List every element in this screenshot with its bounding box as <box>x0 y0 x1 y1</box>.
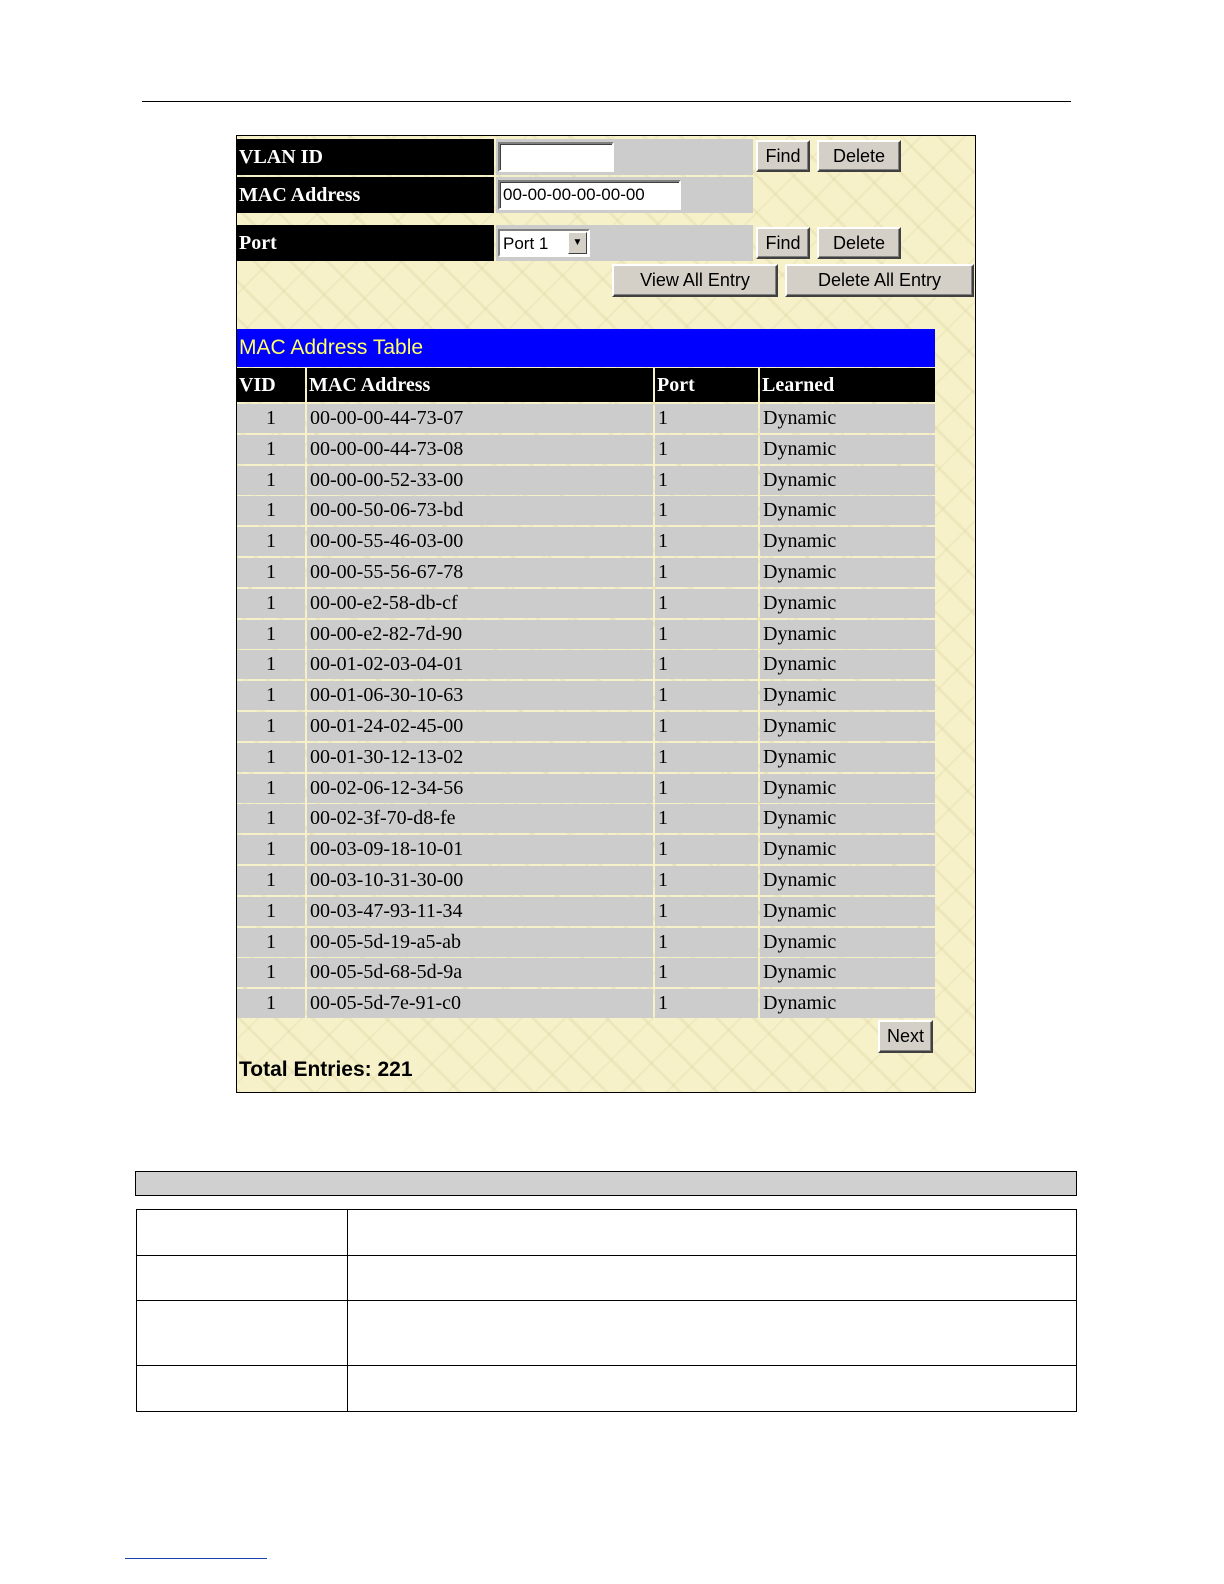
table-row <box>137 1256 1077 1301</box>
table-row <box>237 650 935 679</box>
cell-learned: Dynamic <box>760 743 935 772</box>
cell-vid: 1 <box>237 835 305 864</box>
cell-vid: 1 <box>237 712 305 741</box>
cell-learned: Dynamic <box>760 496 935 525</box>
cell-mac-address: 00-00-55-56-67-78 <box>307 558 653 587</box>
cell-port: 1 <box>655 866 758 895</box>
cell-port: 1 <box>655 897 758 926</box>
cell-port: 1 <box>655 650 758 679</box>
cell-learned: Dynamic <box>760 620 935 649</box>
cell-port: 1 <box>655 404 758 433</box>
table-row <box>237 466 935 495</box>
cell-vid: 1 <box>237 743 305 772</box>
cell-port: 1 <box>655 496 758 525</box>
table-row <box>237 743 935 772</box>
cell-learned: Dynamic <box>760 989 935 1018</box>
table-row <box>237 774 935 803</box>
cell-mac-address: 00-01-30-12-13-02 <box>307 743 653 772</box>
cell-learned: Dynamic <box>760 804 935 833</box>
table-row <box>237 527 935 556</box>
cell-port: 1 <box>655 435 758 464</box>
cell-vid: 1 <box>237 558 305 587</box>
cell-port: 1 <box>655 527 758 556</box>
page-header-rule <box>142 101 1071 102</box>
cell-learned: Dynamic <box>760 527 935 556</box>
cell-learned: Dynamic <box>760 866 935 895</box>
mac-address-table-title: MAC Address Table <box>237 329 935 367</box>
table-row <box>137 1210 1077 1256</box>
mac-address-panel <box>236 135 976 1093</box>
table-row <box>237 496 935 525</box>
cell-vid: 1 <box>237 681 305 710</box>
cell-mac-address: 00-03-10-31-30-00 <box>307 866 653 895</box>
table-row <box>237 435 935 464</box>
cell-learned: Dynamic <box>760 404 935 433</box>
cell-learned: Dynamic <box>760 589 935 618</box>
table-row <box>137 1301 1077 1366</box>
delete-port-button[interactable]: Delete <box>817 227 901 259</box>
cell-port: 1 <box>655 558 758 587</box>
cell-vid: 1 <box>237 866 305 895</box>
cell-learned: Dynamic <box>760 681 935 710</box>
cell-port: 1 <box>655 989 758 1018</box>
cell-vid: 1 <box>237 958 305 987</box>
column-header-port: Port <box>655 368 758 402</box>
cell-mac-address: 00-03-47-93-11-34 <box>307 897 653 926</box>
vlan-id-input[interactable] <box>498 142 614 172</box>
delete-all-entry-button[interactable]: Delete All Entry <box>785 264 974 297</box>
cell-port: 1 <box>655 681 758 710</box>
cell-mac-address: 00-05-5d-7e-91-c0 <box>307 989 653 1018</box>
cell-vid: 1 <box>237 804 305 833</box>
cell-vid: 1 <box>237 589 305 618</box>
cell-mac-address: 00-00-50-06-73-bd <box>307 496 653 525</box>
cell-learned: Dynamic <box>760 897 935 926</box>
view-all-entry-button[interactable]: View All Entry <box>612 264 778 297</box>
cell-port: 1 <box>655 774 758 803</box>
next-page-button[interactable]: Next <box>878 1020 933 1053</box>
cell-vid: 1 <box>237 989 305 1018</box>
table-row <box>237 928 935 957</box>
cell-port: 1 <box>655 835 758 864</box>
cell-vid: 1 <box>237 404 305 433</box>
table-row <box>237 989 935 1018</box>
cell-mac-address: 00-00-e2-58-db-cf <box>307 589 653 618</box>
cell-learned: Dynamic <box>760 958 935 987</box>
table-row <box>237 620 935 649</box>
cell-vid: 1 <box>237 496 305 525</box>
cell-mac-address: 00-02-3f-70-d8-fe <box>307 804 653 833</box>
cell-mac-address: 00-00-e2-82-7d-90 <box>307 620 653 649</box>
vlan-id-label: VLAN ID <box>237 139 494 175</box>
cell-mac-address: 00-00-00-44-73-07 <box>307 404 653 433</box>
cell-port: 1 <box>655 589 758 618</box>
table-row <box>237 589 935 618</box>
chevron-down-icon[interactable]: ▼ <box>568 232 587 254</box>
cell-learned: Dynamic <box>760 835 935 864</box>
cell-learned: Dynamic <box>760 712 935 741</box>
mac-address-input[interactable] <box>498 180 681 210</box>
cell-mac-address: 00-01-24-02-45-00 <box>307 712 653 741</box>
cell-learned: Dynamic <box>760 435 935 464</box>
cell-port: 1 <box>655 958 758 987</box>
find-port-button[interactable]: Find <box>756 227 810 259</box>
cell-vid: 1 <box>237 527 305 556</box>
cell-port: 1 <box>655 928 758 957</box>
total-entries: Total Entries: 221 <box>239 1058 413 1081</box>
cell-mac-address: 00-00-00-44-73-08 <box>307 435 653 464</box>
port-select[interactable] <box>498 229 590 257</box>
cell-vid: 1 <box>237 435 305 464</box>
cell-learned: Dynamic <box>760 650 935 679</box>
cell-port: 1 <box>655 712 758 741</box>
column-header-vid: VID <box>237 368 305 402</box>
cell-mac-address: 00-00-55-46-03-00 <box>307 527 653 556</box>
cell-port: 1 <box>655 804 758 833</box>
cell-mac-address: 00-01-06-30-10-63 <box>307 681 653 710</box>
table-row <box>237 712 935 741</box>
table-row <box>237 835 935 864</box>
table-row <box>237 958 935 987</box>
table-row <box>137 1366 1077 1412</box>
cell-vid: 1 <box>237 928 305 957</box>
port-select-value: Port 1 <box>503 234 549 253</box>
cell-learned: Dynamic <box>760 466 935 495</box>
table-row <box>237 558 935 587</box>
mac-address-table-body <box>237 404 935 1024</box>
mac-address-label: MAC Address <box>237 177 494 213</box>
cell-learned: Dynamic <box>760 558 935 587</box>
cell-learned: Dynamic <box>760 928 935 957</box>
footer-link-rule <box>125 1558 267 1559</box>
column-header-mac-address: MAC Address <box>307 368 653 402</box>
column-header-learned: Learned <box>760 368 935 402</box>
parameter-description-table <box>136 1209 1077 1412</box>
table-row <box>237 404 935 433</box>
find-vlan-mac-button[interactable]: Find <box>756 140 810 172</box>
parameter-table-header <box>135 1171 1077 1196</box>
table-row <box>237 804 935 833</box>
cell-mac-address: 00-00-00-52-33-00 <box>307 466 653 495</box>
cell-mac-address: 00-02-06-12-34-56 <box>307 774 653 803</box>
table-row <box>237 866 935 895</box>
cell-vid: 1 <box>237 774 305 803</box>
cell-vid: 1 <box>237 466 305 495</box>
table-row <box>237 897 935 926</box>
cell-mac-address: 00-05-5d-68-5d-9a <box>307 958 653 987</box>
cell-mac-address: 00-05-5d-19-a5-ab <box>307 928 653 957</box>
table-row <box>237 681 935 710</box>
cell-mac-address: 00-03-09-18-10-01 <box>307 835 653 864</box>
cell-vid: 1 <box>237 897 305 926</box>
cell-vid: 1 <box>237 620 305 649</box>
delete-vlan-mac-button[interactable]: Delete <box>817 140 901 172</box>
cell-port: 1 <box>655 466 758 495</box>
cell-mac-address: 00-01-02-03-04-01 <box>307 650 653 679</box>
cell-vid: 1 <box>237 650 305 679</box>
port-label: Port <box>237 225 494 261</box>
cell-port: 1 <box>655 620 758 649</box>
cell-port: 1 <box>655 743 758 772</box>
cell-learned: Dynamic <box>760 774 935 803</box>
